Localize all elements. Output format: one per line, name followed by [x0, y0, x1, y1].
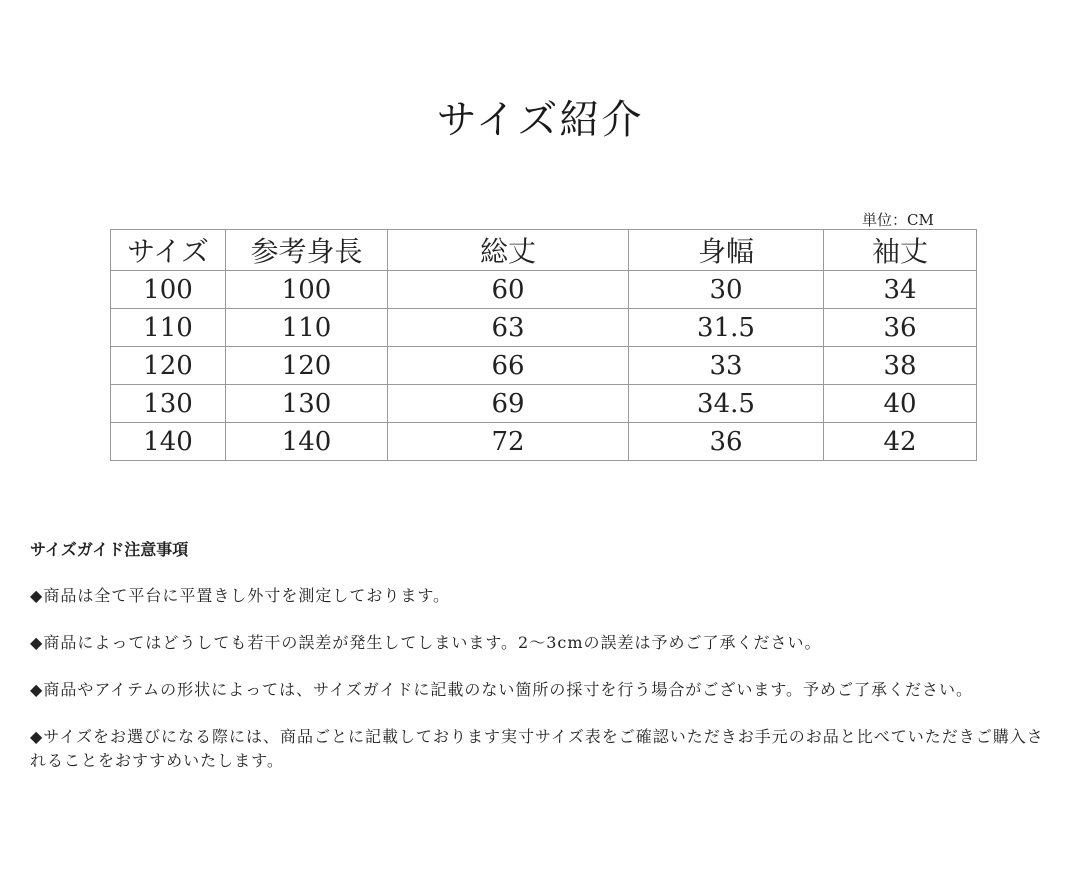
- table-cell: 100: [226, 271, 388, 309]
- diamond-bullet-icon: ◆: [30, 680, 44, 699]
- table-cell: 69: [388, 385, 629, 423]
- note-text: 商品によってはどうしても若干の誤差が発生してしまいます。2～3cmの誤差は予めご了承ください。: [43, 633, 822, 652]
- table-cell: 60: [388, 271, 629, 309]
- table-cell: 140: [111, 423, 226, 461]
- header-sleeve-length: 袖丈: [824, 230, 977, 271]
- header-reference-height: 参考身長: [226, 230, 388, 271]
- table-cell: 63: [388, 309, 629, 347]
- table-cell: 66: [388, 347, 629, 385]
- size-table: [110, 229, 977, 461]
- table-cell: 120: [111, 347, 226, 385]
- header-body-width: 身幅: [629, 230, 824, 271]
- table-cell: 31.5: [629, 309, 824, 347]
- header-total-length: 総丈: [388, 230, 629, 271]
- note-text: 商品は全て平台に平置きし外寸を測定しております。: [43, 586, 451, 605]
- table-cell: 34: [824, 271, 977, 309]
- note-text: サイズをお選びになる際には、商品ごとに記載しております実寸サイズ表をご確認いただきお手元のお品と比べていただきご購入されることをおすすめいたします。: [30, 727, 1044, 770]
- table-cell: 130: [226, 385, 388, 423]
- table-cell: 42: [824, 423, 977, 461]
- table-cell: 130: [111, 385, 226, 423]
- table-cell: 110: [226, 309, 388, 347]
- table-row: [111, 309, 977, 347]
- table-row: [111, 271, 977, 309]
- diamond-bullet-icon: ◆: [30, 727, 44, 746]
- table-cell: 110: [111, 309, 226, 347]
- unit-label: 単位：CM: [862, 211, 934, 229]
- table-cell: 72: [388, 423, 629, 461]
- table-cell: 36: [824, 309, 977, 347]
- table-cell: 33: [629, 347, 824, 385]
- note-item: [30, 678, 1050, 702]
- table-header-row: [111, 230, 977, 271]
- notes-heading: サイズガイド注意事項: [30, 540, 189, 559]
- table-cell: 140: [226, 423, 388, 461]
- table-cell: 120: [226, 347, 388, 385]
- header-size: サイズ: [111, 230, 226, 271]
- table-row: [111, 347, 977, 385]
- table-cell: 38: [824, 347, 977, 385]
- table-row: [111, 385, 977, 423]
- page-title: サイズ紹介: [436, 97, 644, 143]
- table-row: [111, 423, 977, 461]
- size-guide-notes: [30, 538, 1050, 796]
- table-cell: 100: [111, 271, 226, 309]
- note-item: [30, 725, 1050, 773]
- note-text: 商品やアイテムの形状によっては、サイズガイドに記載のない箇所の採寸を行う場合がございます。予めご了承ください。: [43, 680, 974, 699]
- note-item: [30, 584, 1050, 608]
- note-item: [30, 631, 1050, 655]
- table-cell: 36: [629, 423, 824, 461]
- table-cell: 34.5: [629, 385, 824, 423]
- table-cell: 40: [824, 385, 977, 423]
- table-cell: 30: [629, 271, 824, 309]
- diamond-bullet-icon: ◆: [30, 586, 44, 605]
- diamond-bullet-icon: ◆: [30, 633, 44, 652]
